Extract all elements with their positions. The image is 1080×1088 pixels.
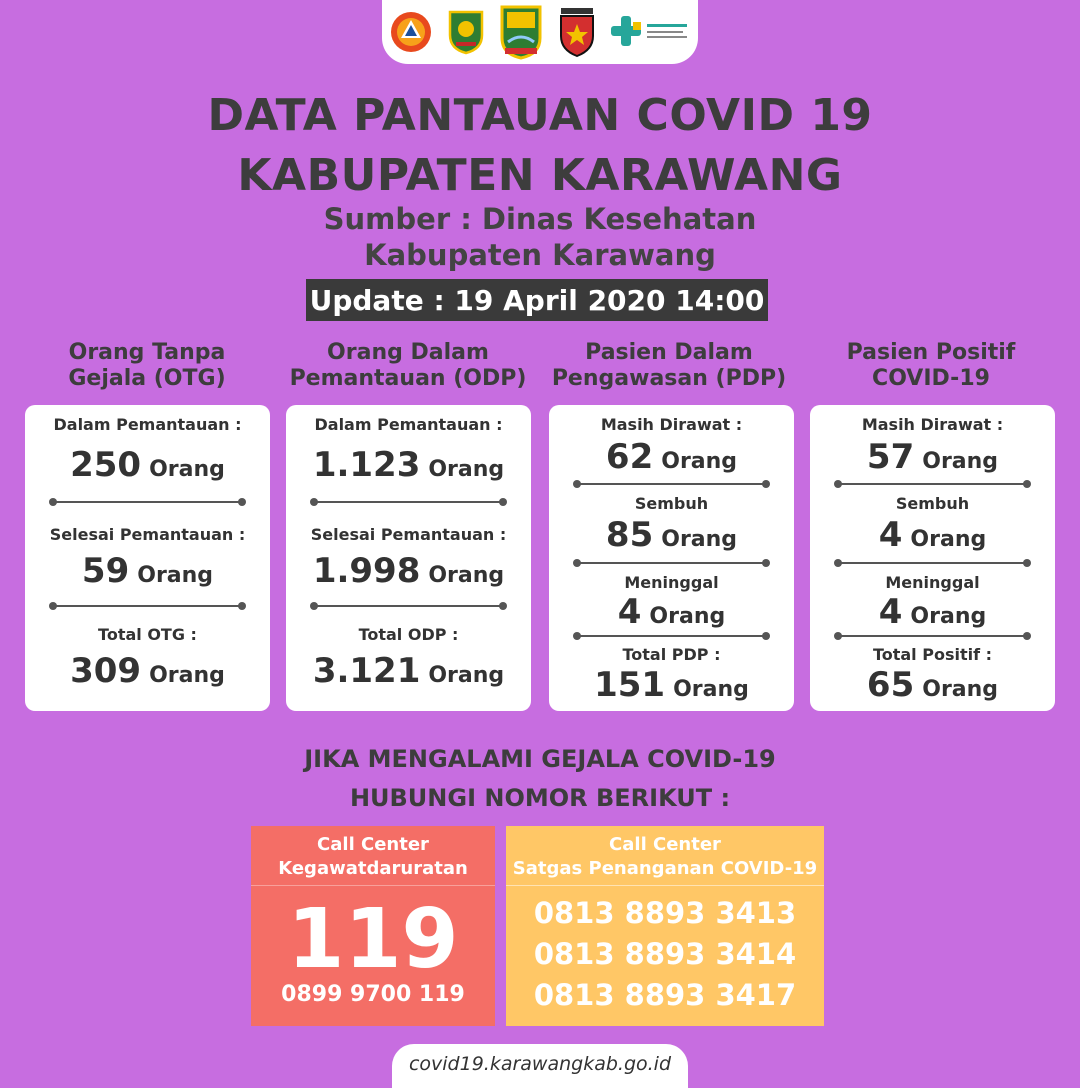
stat-label: Selesai Pemantauan : xyxy=(49,525,246,544)
task-force-heading: Call Center Satgas Penanganan COVID-19 xyxy=(506,826,824,886)
stat-label: Meninggal xyxy=(624,573,719,592)
stat-label: Meninggal xyxy=(885,573,980,592)
source-line: Sumber : Dinas Kesehatan xyxy=(323,202,757,236)
page-title-region: KABUPATEN KARAWANG xyxy=(237,150,843,201)
positive-title: Pasien Positif COVID-19 xyxy=(846,340,1016,391)
odp-title: Orang Dalam Pemantauan (ODP) xyxy=(289,340,527,391)
stat-value: 4 Orang xyxy=(878,592,987,632)
logo-bar xyxy=(382,0,698,64)
cta-line-2: HUBUNGI NOMOR BERIKUT : xyxy=(349,784,731,812)
task-force-phone[interactable]: 0813 8893 3417 xyxy=(533,978,797,1012)
kodim-logo xyxy=(447,9,485,55)
bpbd-logo xyxy=(389,10,433,54)
stat-value: 4 Orang xyxy=(878,515,987,555)
stat-value: 62 Orang xyxy=(605,437,738,477)
otg-title: Orang Tanpa Gejala (OTG) xyxy=(68,340,226,391)
pdp-card xyxy=(549,405,794,711)
source-line-2: Kabupaten Karawang xyxy=(364,238,716,272)
stat-total: 151 Orang xyxy=(594,665,749,705)
stat-value: 59 Orang xyxy=(81,551,214,591)
dinkes-logo xyxy=(611,12,691,52)
otg-card xyxy=(25,405,270,711)
pdp-title: Pasien Dalam Pengawasan (PDP) xyxy=(551,340,787,391)
divider xyxy=(838,562,1027,564)
stat-value: 4 Orang xyxy=(617,592,726,632)
divider xyxy=(838,483,1027,485)
stat-label: Sembuh xyxy=(634,494,709,513)
cta-line: JIKA MENGALAMI GEJALA COVID-19 xyxy=(304,745,776,773)
stat-total: 3.121 Orang xyxy=(312,651,505,691)
emergency-heading: Call Center Kegawatdaruratan xyxy=(251,826,495,886)
stat-label: Total ODP : xyxy=(358,625,459,644)
update-badge: Update : 19 April 2020 14:00 xyxy=(306,279,768,321)
stat-value: 57 Orang xyxy=(866,437,999,477)
stat-label: Masih Dirawat : xyxy=(600,415,743,434)
page-title: DATA PANTAUAN COVID 19 xyxy=(207,90,873,141)
stat-label: Dalam Pemantauan : xyxy=(314,415,503,434)
stat-total: 309 Orang xyxy=(70,651,225,691)
divider xyxy=(314,605,503,607)
stat-label: Total OTG : xyxy=(98,625,197,644)
karawang-regency-logo xyxy=(499,4,543,60)
stat-value: 250 Orang xyxy=(70,445,225,485)
stat-value: 85 Orang xyxy=(605,515,738,555)
emergency-call-center xyxy=(251,826,495,1026)
stat-label: Sembuh xyxy=(895,494,970,513)
divider xyxy=(577,562,766,564)
divider xyxy=(53,501,242,503)
stat-value: 1.998 Orang xyxy=(312,551,505,591)
emergency-number[interactable]: 119 xyxy=(287,892,459,987)
stat-value: 1.123 Orang xyxy=(312,445,505,485)
divider xyxy=(838,635,1027,637)
task-force-call-center xyxy=(506,826,824,1026)
stat-label: Total Positif : xyxy=(872,645,993,664)
task-force-phone[interactable]: 0813 8893 3413 xyxy=(533,896,797,930)
odp-card xyxy=(286,405,531,711)
website-link[interactable]: covid19.karawangkab.go.id xyxy=(392,1044,688,1088)
stat-label: Dalam Pemantauan : xyxy=(53,415,242,434)
police-logo xyxy=(557,6,597,58)
divider xyxy=(577,635,766,637)
stat-label: Selesai Pemantauan : xyxy=(310,525,507,544)
stat-total: 65 Orang xyxy=(866,665,999,705)
task-force-phone[interactable]: 0813 8893 3414 xyxy=(533,937,797,971)
stat-label: Total PDP : xyxy=(622,645,721,664)
divider xyxy=(314,501,503,503)
positive-card xyxy=(810,405,1055,711)
divider xyxy=(53,605,242,607)
divider xyxy=(577,483,766,485)
emergency-alt-number[interactable]: 0899 9700 119 xyxy=(281,982,465,1007)
stat-label: Masih Dirawat : xyxy=(861,415,1004,434)
